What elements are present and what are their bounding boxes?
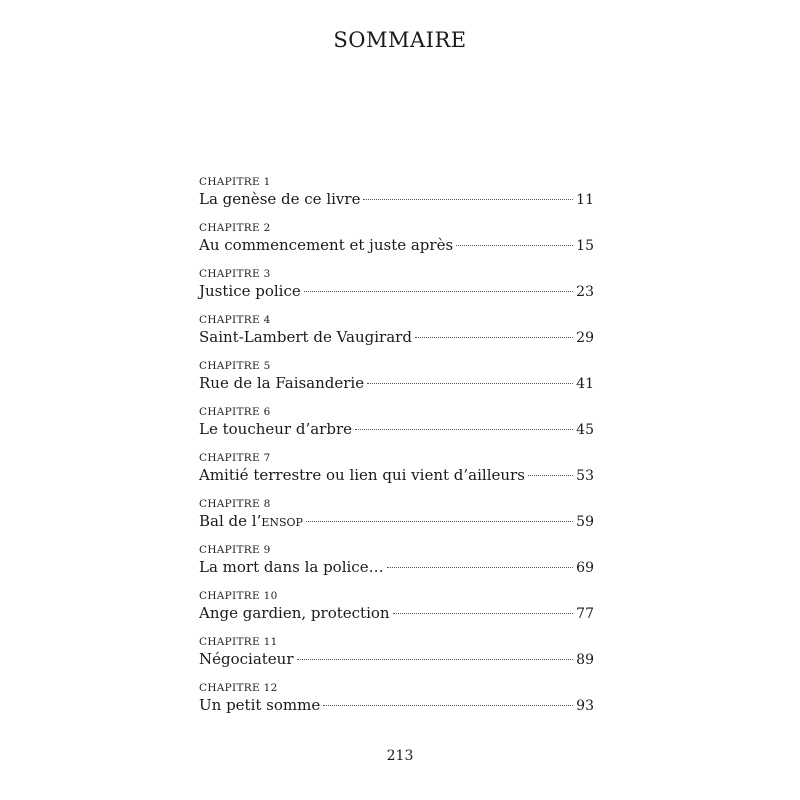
chapter-title: Le toucheur d’arbre [199,420,352,438]
page-number: 41 [576,376,594,392]
table-of-contents [199,176,594,728]
chapter-title-text: Bal de l’ [199,512,262,530]
chapter-title [199,511,303,531]
toc-entry[interactable] [199,682,594,728]
page-number: 23 [576,284,594,300]
chapter-title-acronym: ensop [261,512,303,530]
page-number: 77 [576,606,594,622]
chapter-label: CHAPITRE 11 [199,636,278,648]
chapter-label: CHAPITRE 12 [199,682,278,694]
chapter-label: CHAPITRE 4 [199,314,271,326]
dot-leader [323,705,573,706]
toc-entry[interactable] [199,222,594,268]
chapter-title: Ange gardien, protection [199,604,390,622]
dot-leader [393,613,574,614]
chapter-title: Amitié terrestre ou lien qui vient d’ailleurs [199,466,525,484]
dot-leader [297,659,574,660]
dot-leader [387,567,574,568]
toc-entry[interactable] [199,176,594,222]
chapter-label: CHAPITRE 8 [199,498,271,510]
chapter-title: Rue de la Faisanderie [199,374,365,392]
toc-entry[interactable] [199,268,594,314]
page-number: 59 [576,514,594,530]
chapter-label: CHAPITRE 2 [199,222,271,234]
toc-entry[interactable] [199,452,594,498]
page-number: 45 [576,422,594,438]
chapter-title: Un petit somme [199,696,321,714]
page-number: 93 [576,698,594,714]
toc-entry[interactable] [199,544,594,590]
dot-leader [528,475,573,476]
chapter-label: CHAPITRE 3 [199,268,271,280]
chapter-title: La mort dans la police… [199,558,384,576]
chapter-label: CHAPITRE 5 [199,360,271,372]
page-number: 69 [576,560,594,576]
dot-leader [304,291,573,292]
chapter-title: Au commencement et juste après [199,236,454,254]
toc-entry[interactable] [199,636,594,682]
chapter-label: CHAPITRE 6 [199,406,271,418]
chapter-label: CHAPITRE 1 [199,176,271,188]
toc-entry[interactable] [199,360,594,406]
page-number: 53 [576,468,594,484]
chapter-title: Justice police [199,282,301,300]
page-number: 89 [576,652,594,668]
toc-entry[interactable] [199,590,594,636]
page-number: 15 [576,238,594,254]
dot-leader [456,245,573,246]
chapter-label: CHAPITRE 9 [199,544,271,556]
chapter-label: CHAPITRE 7 [199,452,271,464]
page-title: SOMMAIRE [333,28,467,52]
toc-entry[interactable] [199,406,594,452]
chapter-title: La genèse de ce livre [199,190,361,208]
dot-leader [306,521,573,522]
page-number: 29 [576,330,594,346]
chapter-title: Saint-Lambert de Vaugirard [199,328,412,346]
toc-entry[interactable] [199,498,594,544]
dot-leader [367,383,573,384]
dot-leader [355,429,573,430]
chapter-label: CHAPITRE 10 [199,590,278,602]
toc-entry[interactable] [199,314,594,360]
dot-leader [415,337,573,338]
page-number: 11 [576,192,594,208]
chapter-title: Négociateur [199,650,294,668]
page-folio: 213 [386,748,414,764]
dot-leader [363,199,573,200]
